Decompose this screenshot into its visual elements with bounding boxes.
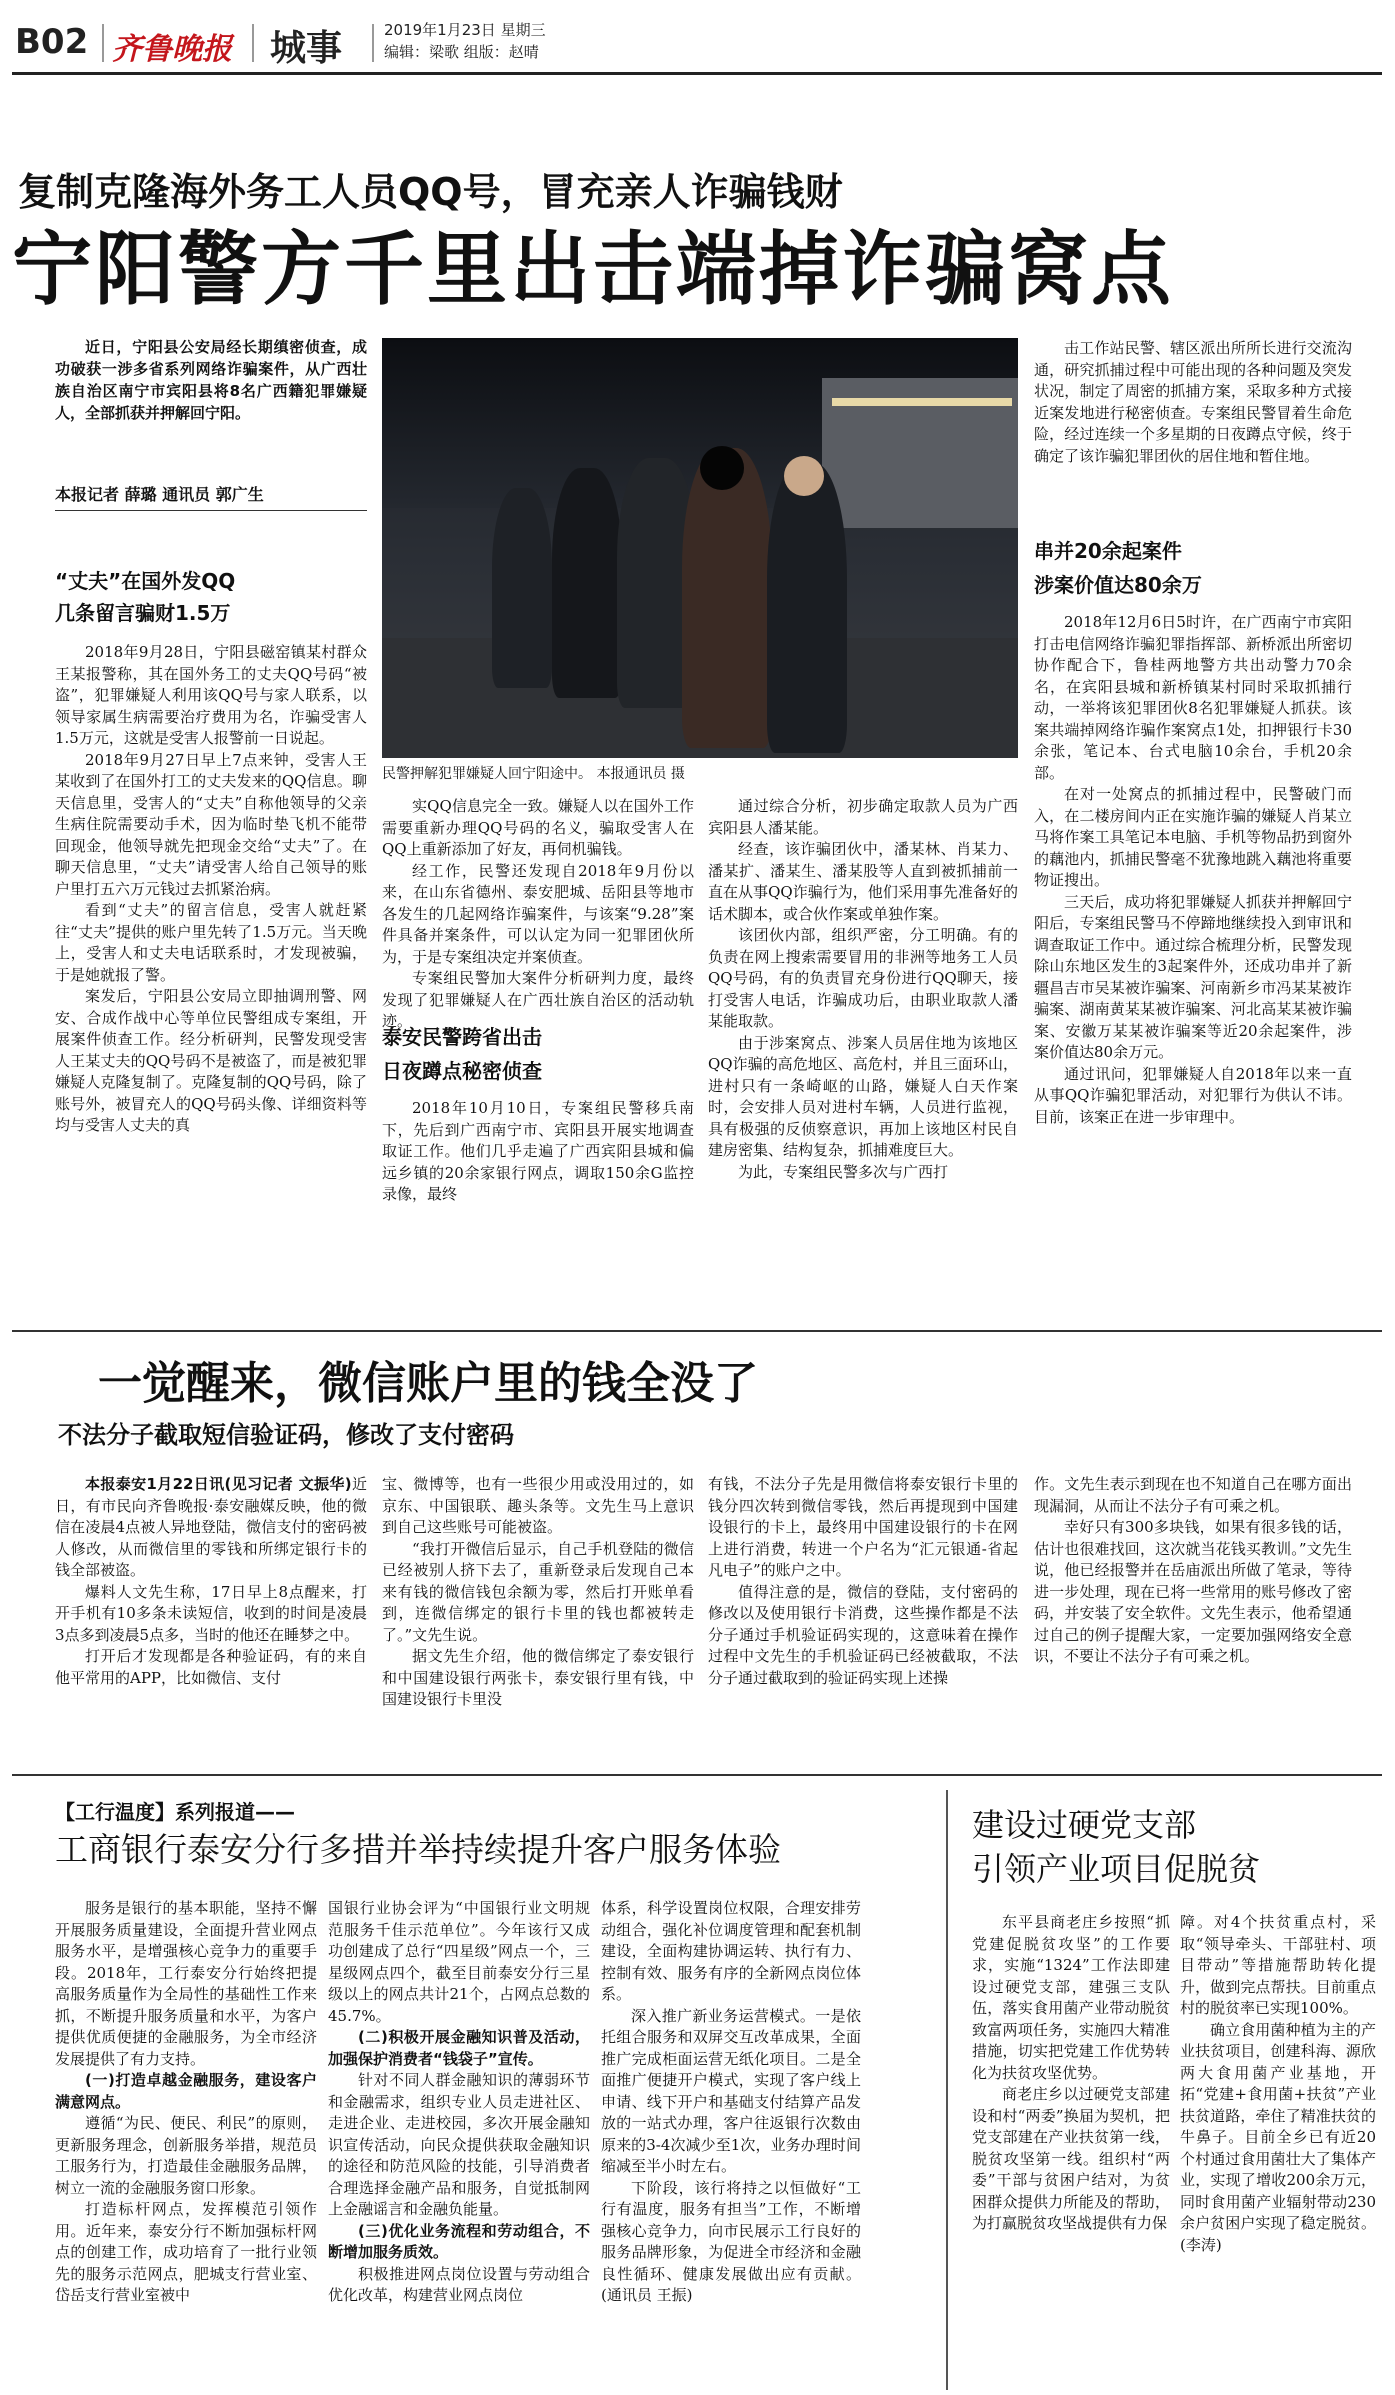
- header-divider: [102, 24, 104, 62]
- paragraph: 东平县商老庄乡按照“抓党建促脱贫攻坚”的工作要求，实施“1324”工作法即建设过硬党支部，建强三支队伍，落实食用菌产业带动脱贫致富两项任务，实施四大精准措施，切实把党建工作优势转化为扶贫攻坚优势。: [972, 1913, 1170, 2082]
- story1-col1: [55, 642, 367, 1324]
- story3-headline: 工商银行泰安分行多措并举持续提升客户服务体验: [55, 1830, 781, 1869]
- story1-col3: [708, 796, 1018, 1324]
- paragraph: 近日，有市民向齐鲁晚报·泰安融媒反映，他的微信在凌晨4点被人异地登陆，微信支付的密码被人修改，从而微信里的零钱和所绑定银行卡的钱全部被盗。: [55, 1475, 367, 1579]
- paragraph: “我打开微信后显示，自己手机登陆的微信已经被别人挤下去了，重新登录后发现自己本来有钱的微信钱包余额为零，然后打开账单看到，连微信绑定的银行卡里的钱也都被转走了。”文先生说。: [382, 1539, 694, 1644]
- lead-paragraph: 近日，宁阳县公安局经长期缜密侦查，成功破获一涉多省系列网络诈骗案件，从广西壮族自治区南宁市宾阳县将8名广西籍犯罪嫌疑人，全部抓获并押解回宁阳。: [55, 338, 367, 422]
- story4-col2: [1180, 1912, 1376, 2390]
- editor-credit: 编辑：梁歌 组版：赵晴: [384, 43, 539, 61]
- subsection-heading: (二)积极开展金融知识普及活动，加强保护消费者“钱袋子”宣传。: [328, 2028, 590, 2068]
- paragraph: 障。对4个扶贫重点村，采取“领导牵头、干部驻村、项目带动”等措施帮助转化提升，做到完点帮扶。目前重点村的脱贫率已实现100%。: [1180, 1913, 1376, 2017]
- photo-caption: 民警押解犯罪嫌疑人回宁阳途中。 本报通讯员 摄: [382, 766, 685, 782]
- paragraph: 商老庄乡以过硬党支部建设和村“两委”换届为契机，把党支部建在产业扶贫第一线，脱贫攻坚第一线。组织村“两委”干部与贫困户结对，为贫困群众提供力所能及的帮助，为打赢脱贫攻坚战提供有力保: [972, 2085, 1170, 2232]
- column-divider: [946, 1790, 948, 2390]
- photo-person: [767, 463, 847, 753]
- story4-headline-2: 引领产业项目促脱贫: [972, 1850, 1261, 1888]
- story1-col4b: [1034, 612, 1352, 1324]
- story1-col2: [382, 796, 694, 1030]
- paragraph: 爆料人文先生称，17日早上8点醒来，打开手机有10多条未读短信，收到的时间是凌晨3点多到凌晨5点多，当时的他还在睡梦之中。: [55, 1582, 367, 1644]
- paragraph: 2018年12月6日5时许，在广西南宁市宾阳打击电信网络诈骗犯罪指挥部、新桥派出所密切协作配合下，鲁桂两地警方共出动警力70余名，在宾阳县城和新桥镇某村同时采取抓捕行动，一举将该犯罪团伙8名犯罪嫌疑人抓获。该案共端掉网络诈骗作案窝点1处，扣押银行卡30余张，笔记本、台式电脑10余台，手机20余部。: [1034, 613, 1352, 782]
- paragraph: 击工作站民警、辖区派出所所长进行交流沟通，研究抓捕过程中可能出现的各种问题及突发状况，制定了周密的抓捕方案，采取多种方式接近案发地进行秘密侦查。专案组民警冒着生命危险，经过连续一个多星期的日夜蹲点守候，终于确定了该诈骗犯罪团伙的居住地和暂住地。: [1034, 339, 1352, 465]
- paragraph: 幸好只有300多块钱，如果有很多钱的话，估计也很难找回，这次就当花钱买教训。”文先生说，他已经报警并在岳庙派出所做了笔录，等待进一步处理，现在已将一些常用的账号修改了密码，并安装了安全软件。文先生表示，他希望通过自己的例子提醒大家，一定要加强网络安全意识，不要让不法分子有可乘之机。: [1034, 1518, 1352, 1665]
- paragraph: 经工作，民警还发现自2018年9月份以来，在山东省德州、泰安肥城、岳阳县等地市各发生的几起网络诈骗案件，与该案“9.28”案件具备并案条件，可以认定为同一犯罪团伙所为，于是专案组决定并案侦查。: [382, 861, 694, 966]
- paragraph: 为此，专案组民警多次与广西打: [738, 1162, 949, 1181]
- section-title: 城事: [270, 28, 343, 69]
- news-photo: [382, 338, 1018, 758]
- dateline: 本报泰安1月22日讯(见习记者 文振华): [85, 1475, 352, 1493]
- story1-subhead-2b: 日夜蹲点秘密侦查: [382, 1059, 542, 1083]
- story1-subhead-3a: 串并20余起案件: [1034, 539, 1182, 563]
- issue-date: 2019年1月23日 星期三: [384, 21, 546, 39]
- header-divider: [252, 24, 254, 62]
- paragraph: 下阶段，该行将持之以恒做好“工行有温度，服务有担当”工作，不断增强核心竞争力，向市民展示工行良好的服务品牌形象，为促进全市经济和金融良性循环、健康发展做出应有贡献。 (通讯员 王振): [601, 2178, 861, 2304]
- paragraph: 打造标杆网点，发挥模范引领作用。近年来，泰安分行不断加强标杆网点的创建工作，成功培育了一批行业领先的服务示范网点，肥城支行营业室、岱岳支行营业室被中: [55, 2200, 317, 2304]
- story1-subhead-3b: 涉案价值达80余万: [1034, 573, 1202, 597]
- photo-hood: [700, 446, 744, 490]
- story1-headline: 宁阳警方千里出击端掉诈骗窝点: [12, 223, 1174, 316]
- paragraph: 三天后，成功将犯罪嫌疑人抓获并押解回宁阳后，专案组民警马不停蹄地继续投入到审讯和调查取证工作中。通过综合梳理分析，民警发现除山东地区发生的3起案件外，还成功串并了新疆昌吉市吴某被诈骗案、河南新乡市冯某某被诈骗案、湖南黄某某被诈骗案、河北高某某被诈骗案、安徽万某某被诈骗案等近20余起案件，涉案价值达80余万元。: [1034, 892, 1352, 1061]
- photo-face: [784, 456, 824, 496]
- story3-col3: [601, 1898, 861, 2390]
- story2-col3: [708, 1474, 1018, 1742]
- story1-kicker: 复制克隆海外务工人员QQ号，冒充亲人诈骗钱财: [18, 170, 843, 214]
- page-number: B02: [15, 22, 89, 62]
- section-rule: [12, 1774, 1382, 1776]
- story2-headline: 一觉醒来，微信账户里的钱全没了: [98, 1358, 758, 1409]
- paragraph: 实QQ信息完全一致。嫌疑人以在国外工作需要重新办理QQ号码的名义，骗取受害人在QQ上重新添加了好友，再伺机骗钱。: [382, 797, 694, 858]
- paragraph: 通过讯问，犯罪嫌疑人自2018年以来一直从事QQ诈骗犯罪活动，对犯罪行为供认不讳。目前，该案正在进一步审理中。: [1034, 1064, 1352, 1126]
- newspaper-logo: 齐鲁晚报: [112, 32, 232, 67]
- section-rule: [12, 1330, 1382, 1332]
- story1-col2b: [382, 1098, 694, 1324]
- subsection-heading: (三)优化业务流程和劳动组合，不断增加服务质效。: [328, 2221, 590, 2261]
- paragraph: 打开后才发现都是各种验证码，有的来自他平常用的APP，比如微信、支付: [55, 1647, 367, 1687]
- story3-col1: [55, 1898, 317, 2390]
- header-divider: [372, 24, 374, 62]
- paragraph: 国银行业协会评为“中国银行业文明规范服务千佳示范单位”。今年该行又成功创建成了总行“四星级”网点一个，三星级网点四个，截至目前泰安分行三星级以上的网点共计21个，占网点总数的45.7%。: [328, 1899, 590, 2025]
- story2-subhead: 不法分子截取短信验证码，修改了支付密码: [58, 1421, 514, 1449]
- paragraph: 由于涉案窝点、涉案人员居住地为该地区QQ诈骗的高危地区、高危村，并且三面环山，进村只有一条崎岖的山路，嫌疑人白天作案时，会安排人员对进村车辆，人员进行监视，具有极强的反侦察意识，再加上该地区村民自建房密集、结构复杂，抓捕难度巨大。: [708, 1033, 1018, 1159]
- photo-person: [552, 468, 622, 698]
- paragraph: 遵循“为民、便民、利民”的原则，更新服务理念，创新服务举措，规范员工服务行为，打造最佳金融服务品牌，树立一流的金融服务窗口形象。: [55, 2114, 317, 2197]
- story2-col2: [382, 1474, 694, 1742]
- story1-subhead-1b: 几条留言骗财1.5万: [55, 601, 231, 625]
- photo-light: [832, 398, 1012, 406]
- story2-col1: [55, 1474, 367, 1742]
- story3-col2: [328, 1898, 590, 2390]
- photo-person: [682, 448, 772, 748]
- paragraph: 值得注意的是，微信的登陆，支付密码的修改以及使用银行卡消费，这些操作都是不法分子通过手机验证码实现的，这意味着在操作过程中文先生的手机验证码已经被截取，不法分子通过截取到的验证码实现上述操: [708, 1582, 1018, 1687]
- paragraph: 案发后，宁阳县公安局立即抽调刑警、网安、合成作战中心等单位民警组成专案组，开展案件侦查工作。经分析研判，民警发现受害人王某丈夫的QQ号码不是被盗了，而是被犯罪嫌疑人克隆复制了。克隆复制的QQ号码，除了账号外，被冒充人的QQ号码头像、详细资料等均与受害人丈夫的真: [55, 987, 367, 1134]
- paragraph: 经查，该诈骗团伙中，潘某林、肖某力、潘某扩、潘某生、潘某股等人直到被抓捕前一直在从事QQ诈骗行为，他们采用事先准备好的话术脚本，或合伙作案或单独作案。: [708, 840, 1018, 923]
- paragraph: 看到“丈夫”的留言信息，受害人就赶紧往“丈夫”提供的账户里先转了1.5万元。当天晚上，受害人和丈夫电话联系时，才发现被骗，于是她就报了警。: [55, 901, 367, 984]
- story1-byline: 本报记者 薛璐 通讯员 郭广生: [55, 485, 264, 504]
- story1-subhead-2a: 泰安民警跨省出击: [382, 1025, 542, 1049]
- header-rule: [12, 72, 1382, 75]
- photo-person: [492, 488, 552, 688]
- paragraph: 服务是银行的基本职能，坚持不懈开展服务质量建设，全面提升营业网点服务水平，是增强核心竞争力的重要手段。2018年，工行泰安分行始终把提高服务质量作为全局性的基础性工作来抓，不断提升服务质量和水平，为客户提供优质便捷的金融服务，为全市经济发展提供了有力支持。: [55, 1899, 317, 2068]
- paragraph: 在对一处窝点的抓捕过程中，民警破门而入，在二楼房间内正在实施诈骗的嫌疑人肖某立马将作案工具笔记本电脑、手机等物品扔到窗外的藕池内，抓捕民警毫不犹豫地跳入藕池将重要物证搜出。: [1034, 785, 1352, 889]
- byline-rule: [55, 510, 367, 511]
- story2-col4: [1034, 1474, 1352, 1742]
- paragraph: 2018年9月28日，宁阳县磁窑镇某村群众王某报警称，其在国外务工的丈夫QQ号码“被盗”，犯罪嫌疑人利用该QQ号与家人联系，以领导家属生病需要治疗费用为名，诈骗受害人1.5万元，这就是受害人报警前一日说起。: [55, 643, 367, 747]
- paragraph: 宝、微博等，也有一些很少用或没用过的，如京东、中国银联、趣头条等。文先生马上意识到自己这些账号可能被盗。: [382, 1475, 694, 1536]
- paragraph: 有钱，不法分子先是用微信将泰安银行卡里的钱分四次转到微信零钱，然后再提现到中国建设银行的卡上，最终用中国建设银行的卡在网上进行消费，转进一个户名为“汇元银通-省起凡电子”的账户之中。: [708, 1475, 1018, 1579]
- paragraph: 该团伙内部，组织严密，分工明确。有的负责在网上搜索需要冒用的非洲等地务工人员QQ号码，有的负责冒充身份进行QQ聊天，接打受害人电话，诈骗成功后，由职业取款人潘某能取款。: [708, 926, 1018, 1030]
- story4-headline-1: 建设过硬党支部: [972, 1806, 1197, 1844]
- paragraph: 积极推进网点岗位设置与劳动组合优化改革，构建营业网点岗位: [328, 2264, 590, 2304]
- story1-col4: [1034, 338, 1352, 530]
- paragraph: 专案组民警加大案件分析研判力度，最终发现了犯罪嫌疑人在广西壮族自治区的活动轨迹。: [382, 969, 694, 1030]
- subsection-heading: (一)打造卓越金融服务，建设客户满意网点。: [55, 2071, 317, 2111]
- story4-col1: [972, 1912, 1170, 2390]
- paragraph: 体系，科学设置岗位权限，合理安排劳动组合，强化补位调度管理和配套机制建设，全面构建协调运转、执行有力、控制有效、服务有序的全新网点岗位体系。: [601, 1899, 861, 2003]
- story1-subhead-1a: “丈夫”在国外发QQ: [55, 569, 236, 593]
- paragraph: 深入推广新业务运营模式。一是依托组合服务和双屏交互改革成果，全面推广完成柜面运营无纸化项目。二是全面推广便捷开户模式，实现了客户线上申请、线下开户和基础支付结算产品发放的一站式办理，客户往返银行次数由原来的3-4次减少至1次，业务办理时间缩减至半小时左右。: [601, 2006, 861, 2175]
- paragraph: 通过综合分析，初步确定取款人员为广西宾阳县人潘某能。: [708, 797, 1018, 837]
- paragraph: 作。文先生表示到现在也不知道自己在哪方面出现漏洞，从而让不法分子有可乘之机。: [1034, 1475, 1352, 1515]
- paragraph: 据文先生介绍，他的微信绑定了泰安银行和中国建设银行两张卡，泰安银行里有钱，中国建设银行卡里没: [382, 1647, 694, 1708]
- story1-lead: [55, 336, 367, 424]
- paragraph: 2018年10月10日，专案组民警移兵南下，先后到广西南宁市、宾阳县开展实地调查取证工作。他们几乎走遍了广西宾阳县城和偏远乡镇的20余家银行网点，调取150余G监控录像，最终: [382, 1099, 694, 1203]
- paragraph: 2018年9月27日早上7点来钟，受害人王某收到了在国外打工的丈夫发来的QQ信息。聊天信息里，受害人的“丈夫”自称他领导的父亲生病住院需要动手术，因为临时垫飞机不能带回现金，他领导就先把现金交给“丈夫”了。在聊天信息里，“丈夫”请受害人给自己领导的账户里打五六万元钱过去抓紧治病。: [55, 750, 367, 898]
- paragraph: 针对不同人群金融知识的薄弱环节和金融需求，组织专业人员走进社区、走进企业、走进校园，多次开展金融知识宣传活动，向民众提供获取金融知识的途径和防范风险的技能，引导消费者合理选择金融产品和服务，自觉抵制网上金融谣言和金融负能量。: [328, 2071, 590, 2218]
- story3-series-tag: 【工行温度】系列报道——: [55, 1800, 295, 1824]
- paragraph: 确立食用菌种植为主的产业扶贫项目，创建科海、源欣两大食用菌产业基地，开拓“党建+食用菌+扶贫”产业扶贫道路，牵住了精准扶贫的牛鼻子。目前全乡已有近20个村通过食用菌壮大了集体产业，实现了增收200余万元，同时食用菌产业辐射带动230余户贫困户实现了稳定脱贫。 (李涛): [1180, 2020, 1376, 2254]
